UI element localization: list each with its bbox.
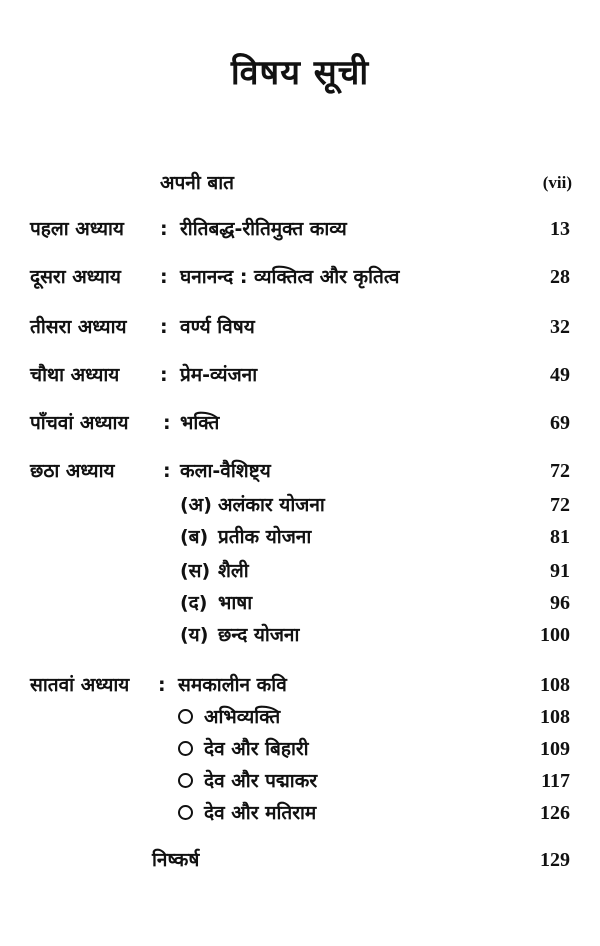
toc-subentry — [0, 556, 600, 586]
toc-page-number: 109 — [540, 738, 570, 760]
circle-bullet-icon — [178, 709, 193, 724]
chapter-title: समकालीन कवि — [178, 674, 287, 696]
toc-subentry — [0, 798, 600, 828]
circle-bullet-icon — [178, 805, 193, 820]
subentry-marker: (ब) — [180, 526, 209, 548]
subentry-title: प्रतीक योजना — [218, 526, 312, 548]
toc-subentry — [0, 620, 600, 650]
toc-page-number: 72 — [550, 460, 570, 482]
toc-chapter-2 — [0, 262, 600, 292]
toc-page-number: 32 — [550, 316, 570, 338]
toc-page-number: 129 — [540, 849, 570, 871]
chapter-heading: तीसरा अध्याय — [30, 316, 127, 338]
chapter-heading: चौथा अध्याय — [30, 364, 120, 386]
chapter-separator: : — [160, 364, 168, 386]
chapter-separator: : — [160, 266, 168, 288]
toc-page-number: 13 — [550, 218, 570, 240]
chapter-separator: : — [163, 412, 171, 434]
toc-entry-conclusion — [0, 845, 600, 875]
toc-page-number: (vii) — [542, 173, 572, 192]
toc-entry-label: निष्कर्ष — [152, 849, 200, 871]
toc-subentry — [0, 490, 600, 520]
subentry-title: छन्द योजना — [218, 624, 300, 646]
chapter-title: भक्ति — [180, 412, 220, 434]
toc-page-number: 49 — [550, 364, 570, 386]
toc-page-number: 100 — [540, 624, 570, 646]
toc-chapter-1 — [0, 214, 600, 244]
chapter-separator: : — [160, 316, 168, 338]
chapter-separator: : — [158, 674, 166, 696]
toc-page-number: 108 — [540, 674, 570, 696]
chapter-separator: : — [160, 218, 168, 240]
toc-page-number: 91 — [550, 560, 570, 582]
toc-subentry — [0, 734, 600, 764]
subentry-title: शैली — [218, 560, 249, 582]
toc-page-number: 117 — [541, 770, 570, 792]
toc-page-number: 28 — [550, 266, 570, 288]
chapter-title: वर्ण्य विषय — [180, 316, 255, 338]
toc-chapter-7 — [0, 670, 600, 700]
toc-subentry — [0, 588, 600, 618]
subentry-title: अलंकार योजना — [218, 494, 325, 516]
circle-bullet-icon — [178, 773, 193, 788]
circle-bullet-icon — [178, 741, 193, 756]
toc-chapter-3 — [0, 312, 600, 342]
toc-page-number: 108 — [540, 706, 570, 728]
chapter-heading: पाँचवां अध्याय — [30, 412, 129, 434]
toc-chapter-5 — [0, 408, 600, 438]
toc-page-number: 96 — [550, 592, 570, 614]
chapter-heading: दूसरा अध्याय — [30, 266, 121, 288]
subentry-marker: (अ) — [180, 494, 212, 516]
chapter-heading: सातवां अध्याय — [30, 674, 130, 696]
subentry-title: भाषा — [218, 592, 253, 614]
chapter-title: प्रेम-व्यंजना — [180, 364, 258, 386]
toc-page-number: 81 — [550, 526, 570, 548]
chapter-title: घनानन्द : व्यक्तित्व और कृतित्व — [180, 266, 400, 288]
subentry-marker: (स) — [180, 560, 211, 582]
toc-page-number: 126 — [540, 802, 570, 824]
chapter-title: कला-वैशिष्ट्य — [180, 460, 271, 482]
toc-subentry — [0, 766, 600, 796]
chapter-heading: पहला अध्याय — [30, 218, 124, 240]
page-title: विषय सूची — [230, 53, 370, 93]
chapter-title: रीतिबद्ध-रीतिमुक्त काव्य — [180, 218, 347, 240]
toc-page-number: 69 — [550, 412, 570, 434]
toc-entry-label: अपनी बात — [160, 172, 234, 194]
chapter-heading: छठा अध्याय — [30, 460, 115, 482]
toc-chapter-4 — [0, 360, 600, 390]
subentry-title: देव और बिहारी — [204, 738, 309, 760]
toc-subentry — [0, 702, 600, 732]
subentry-marker: (य) — [180, 624, 209, 646]
toc-subentry — [0, 522, 600, 552]
subentry-title: अभिव्यक्ति — [204, 706, 281, 728]
subentry-marker: (द) — [180, 592, 208, 614]
toc-chapter-6 — [0, 456, 600, 486]
subentry-title: देव और मतिराम — [204, 802, 317, 824]
toc-entry-intro — [0, 168, 600, 198]
subentry-title: देव और पद्माकर — [204, 770, 318, 792]
chapter-separator: : — [163, 460, 171, 482]
toc-page-number: 72 — [550, 494, 570, 516]
